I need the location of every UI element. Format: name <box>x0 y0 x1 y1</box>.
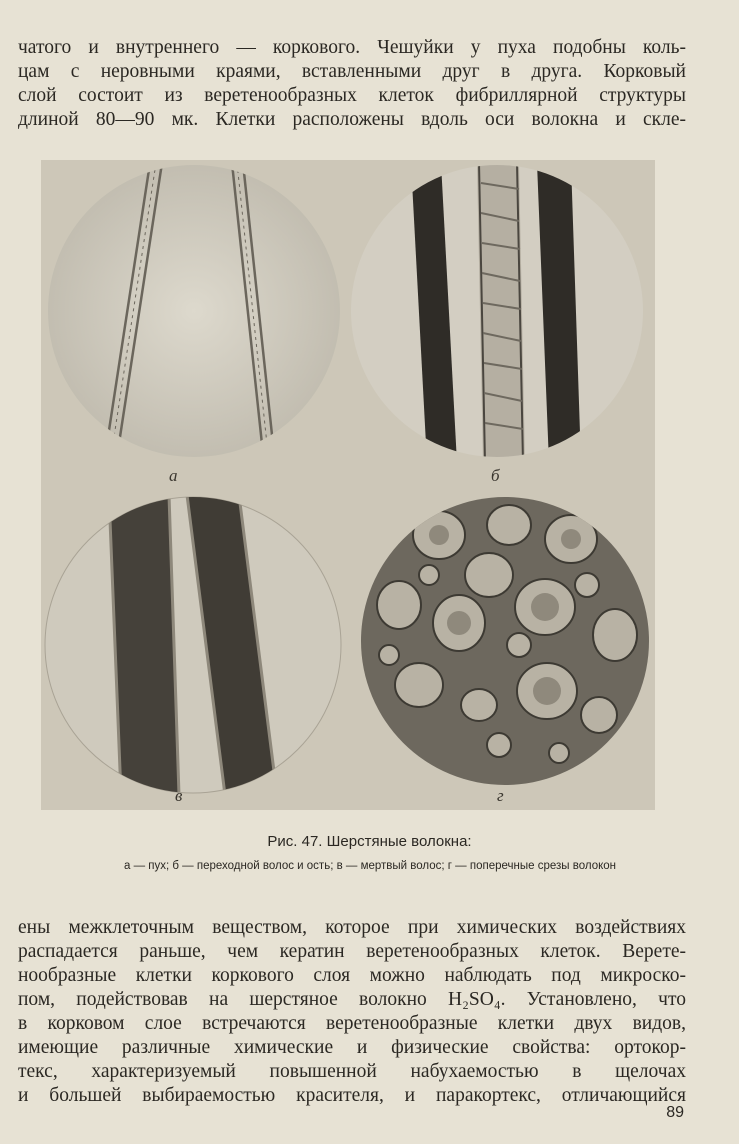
micrograph-transitional-hair <box>349 163 649 463</box>
bottom-paragraph <box>18 916 686 1108</box>
text-line: ены межклеточным веществом, которое при химических воздействиях <box>18 917 686 938</box>
text-line: чатого и внутреннего — коркового. Чешуйки у пуха подобны коль- <box>18 37 686 58</box>
text-line: длиной 80—90 мк. Клетки расположены вдоль оси волокна и скле- <box>18 109 686 130</box>
figure-caption-legend: а — пух; б — переходной волос и ость; в — мертвый волос; г — поперечные срезы волокон <box>123 860 617 872</box>
panel-label-a: а <box>169 466 178 485</box>
page-number: 89 <box>666 1104 684 1121</box>
micrograph-down <box>46 163 346 463</box>
figure-plate <box>41 160 655 810</box>
micrograph-dead-hair <box>43 495 343 795</box>
panel-label-b: б <box>491 466 500 485</box>
text-line: текс, характеризуемый повышенной набухаемостью в щелочах <box>18 1061 686 1082</box>
panel-label-d: г <box>497 786 504 805</box>
text-line: слой состоит из веретенообразных клеток фибриллярной структуры <box>18 85 686 106</box>
text-line: имеющие различные химические и физические свойства: ортокор- <box>18 1037 686 1058</box>
figure-caption-title: Рис. 47. Шерстяные волокна: <box>267 833 472 850</box>
top-paragraph <box>18 36 686 132</box>
text-line: цам с неровными краями, вставленными друг в друга. Корковый <box>18 61 686 82</box>
text-line: и большей выбираемостью красителя, и паракортекс, отличающийся <box>18 1085 686 1106</box>
text-line: распадается раньше, чем кератин веретенообразных клеток. Верете- <box>18 941 686 962</box>
text-line: нообразные клетки коркового слоя можно наблюдать под микроско- <box>18 965 686 986</box>
text-line: в корковом слое встречаются веретенообразные клетки двух видов, <box>18 1013 686 1034</box>
text-line: пом, подействовав на шерстяное волокно H₂SO₄. Установлено, что <box>18 989 686 1010</box>
panel-label-c: в <box>175 786 183 805</box>
micrograph-cross-sections <box>359 495 651 787</box>
